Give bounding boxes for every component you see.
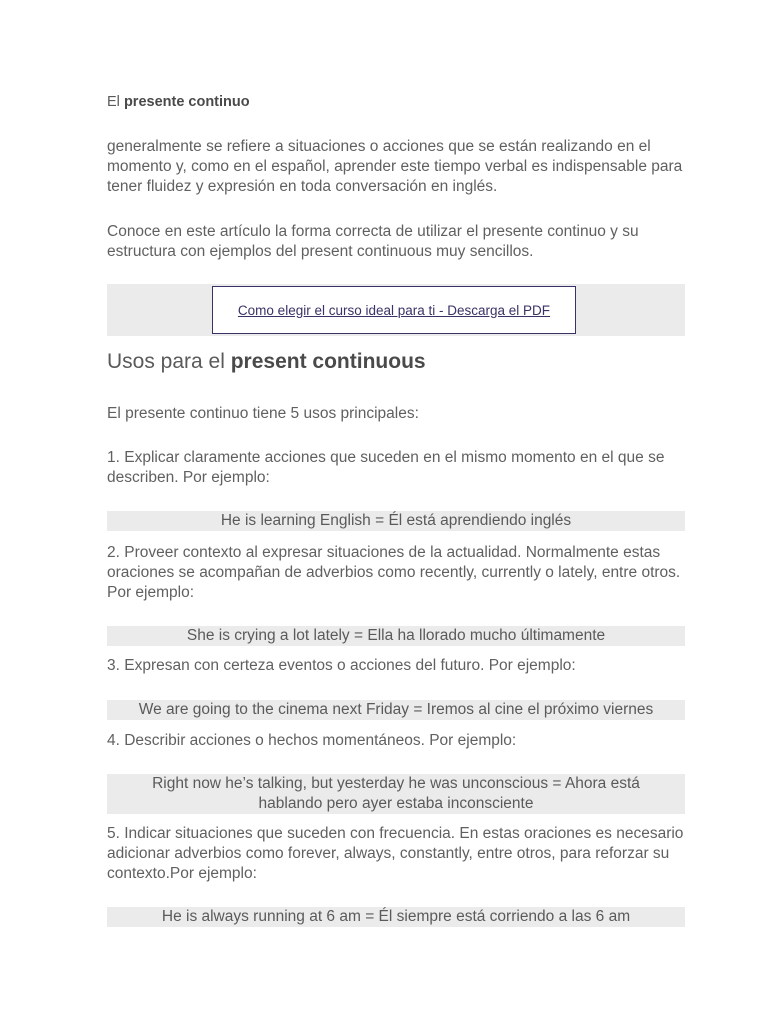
intro-paragraph-1: generalmente se refiere a situaciones o acciones que se están realizando en el momento y, como en el español, aprender este tiempo verbal es indispensable para tener fluidez y expresión en toda conversación en inglés. (107, 138, 683, 195)
intro-title-bold: presente continuo (123, 94, 250, 110)
download-pdf-link[interactable]: Como elegir el curso ideal para ti - Descarga el PDF (237, 302, 551, 318)
usos-heading-prefix: Usos para el (107, 350, 225, 373)
uso-example-3: We are going to the cinema next Friday = Iremos al cine el próximo viernes (107, 700, 685, 720)
usos-heading (107, 349, 426, 375)
usos-heading-bold: present continuous (230, 350, 426, 373)
uso-item-3: 3. Expresan con certeza eventos o acciones del futuro. Por ejemplo: (107, 657, 576, 674)
uso-item-2: 2. Proveer contexto al expresar situaciones de la actualidad. Normalmente estas oraciones se acompañan de adverbios como recently, currently o lately, entre otros. Por ejemplo: (107, 544, 681, 601)
uso-example-4: Right now he’s talking, but yesterday he was unconscious = Ahora está hablando pero ayer estaba inconsciente (107, 774, 685, 814)
intro-paragraph-2: Conoce en este artículo la forma correcta de utilizar el presente continuo y su estructura con ejemplos del present continuous muy sencillos. (107, 223, 639, 260)
uso-item-1: 1. Explicar claramente acciones que suceden en el mismo momento en el que se describen. Por ejemplo: (107, 449, 665, 486)
intro-title (107, 93, 250, 111)
uso-example-1: He is learning English = Él está aprendiendo inglés (107, 511, 685, 531)
uso-example-2: She is crying a lot lately = Ella ha llorado mucho últimamente (107, 626, 685, 646)
usos-summary: El presente continuo tiene 5 usos principales: (107, 405, 419, 422)
intro-title-prefix: El (107, 94, 120, 110)
uso-item-4: 4. Describir acciones o hechos momentáneos. Por ejemplo: (107, 732, 517, 749)
uso-example-5: He is always running at 6 am = Él siempre está corriendo a las 6 am (107, 907, 685, 927)
cta-box[interactable] (212, 286, 576, 334)
cta-banner (107, 284, 685, 336)
uso-item-5: 5. Indicar situaciones que suceden con frecuencia. En estas oraciones es necesario adicionar adverbios como forever, always, constantly, entre otros, para reforzar su contexto.Por ejemplo: (107, 825, 684, 882)
